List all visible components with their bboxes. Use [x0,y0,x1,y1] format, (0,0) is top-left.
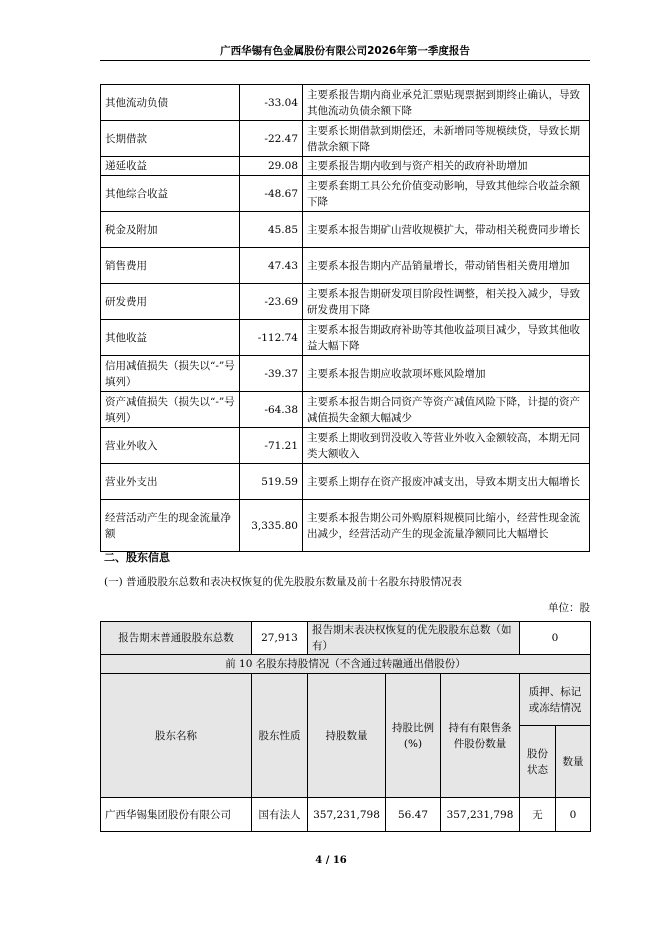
subsection-title: (一) 普通股股东总数和表决权恢复的优先股股东数量及前十名股东持股情况表 [104,576,463,588]
item-cell: 资产减值损失（损失以“-”号填列） [101,392,240,428]
table-row [101,85,590,121]
reason-cell: 主要系本报告期研发项目阶段性调整，相关投入减少，导致研发费用下降 [303,284,590,320]
change-value: -64.38 [240,392,303,428]
item-cell: 税金及附加 [101,212,240,248]
change-value: -22.47 [240,121,303,157]
reason-cell: 主要系套期工具公允价值变动影响，导致其他综合收益余额下降 [303,176,590,212]
table-row [101,248,590,284]
col-header-restricted: 持有有限售条件股份数量 [441,674,520,798]
holder-qty: 0 [556,798,591,832]
pref-holders-value: 0 [520,622,591,655]
item-cell: 信用减值损失（损失以“-”号填列） [101,356,240,392]
item-cell: 递延收益 [101,157,240,176]
item-cell: 营业外收入 [101,428,240,464]
unit-label: 单位：股 [548,602,590,614]
reason-cell: 主要系报告期内收到与资产相关的政府补助增加 [303,157,590,176]
col-header-status: 股份状态 [520,726,556,798]
item-cell: 其他收益 [101,320,240,356]
change-value: -71.21 [240,428,303,464]
change-value: 47.43 [240,248,303,284]
table-row [101,392,590,428]
col-header-shares: 持股数量 [308,674,386,798]
holder-status: 无 [520,798,556,832]
report-header: 广西华锡有色金属股份有限公司2026年第一季度报告 [220,45,470,57]
item-cell: 其他流动负债 [101,85,240,121]
reason-cell: 主要系本报告期合同资产等资产减值风险下降，计提的资产减值损失金额大幅减少 [303,392,590,428]
table-row [101,622,591,655]
holder-shares: 357,231,798 [308,798,386,832]
change-value: 519.59 [240,464,303,500]
col-header-ratio: 持股比例(%) [386,674,441,798]
reason-cell: 主要系长期借款到期偿还，未新增同等规模续贷，导致长期借款余额下降 [303,121,590,157]
item-cell: 销售费用 [101,248,240,284]
reason-cell: 主要系本报告期政府补助等其他收益项目减少，导致其他收益大幅下降 [303,320,590,356]
item-cell: 营业外支出 [101,464,240,500]
table-row [101,464,590,500]
item-cell: 经营活动产生的现金流量净额 [101,500,240,552]
change-value: -39.37 [240,356,303,392]
table-row [101,798,591,832]
table-row [101,655,591,674]
shareholders-table [100,621,591,832]
change-value: -112.74 [240,320,303,356]
reason-cell: 主要系本报告期矿山营收规模扩大，带动相关税费同步增长 [303,212,590,248]
section-title: 二、股东信息 [104,551,170,564]
col-header-name: 股东名称 [101,674,252,798]
total-holders-value: 27,913 [252,622,308,655]
table-row [101,674,591,726]
holder-ratio: 56.47 [386,798,441,832]
table-row [101,500,590,552]
reason-cell: 主要系上期收到罚没收入等营业外收入金额较高，本期无同类大额收入 [303,428,590,464]
change-value: 3,335.80 [240,500,303,552]
holder-name: 广西华锡集团股份有限公司 [101,798,252,832]
reason-cell: 主要系本报告期公司外购原料规模同比缩小，经营性现金流出减少，经营活动产生的现金流量净额同比大幅增长 [303,500,590,552]
page-number: 4 / 16 [315,855,347,866]
holder-nature: 国有法人 [252,798,308,832]
table-row [101,212,590,248]
change-value: -48.67 [240,176,303,212]
reason-cell: 主要系上期存在资产报废冲减支出，导致本期支出大幅增长 [303,464,590,500]
holder-restricted: 357,231,798 [441,798,520,832]
change-value: 45.85 [240,212,303,248]
table-row [101,428,590,464]
changes-table [100,84,590,552]
change-value: -33.04 [240,85,303,121]
reason-cell: 主要系报告期内商业承兑汇票贴现票据到期终止确认，导致其他流动负债余额下降 [303,85,590,121]
table-row [101,320,590,356]
reason-cell: 主要系本报告期内产品销量增长，带动销售相关费用增加 [303,248,590,284]
table-row [101,121,590,157]
pref-holders-label: 报告期末表决权恢复的优先股股东总数（如有） [308,622,520,655]
change-value: 29.08 [240,157,303,176]
item-cell: 研发费用 [101,284,240,320]
col-header-nature: 股东性质 [252,674,308,798]
table-row [101,356,590,392]
col-header-qty: 数量 [556,726,591,798]
item-cell: 其他综合收益 [101,176,240,212]
total-holders-label: 报告期末普通股股东总数 [101,622,252,655]
col-header-pledge: 质押、标记或冻结情况 [520,674,591,726]
change-value: -23.69 [240,284,303,320]
header-rule [100,60,590,61]
top10-title: 前 10 名股东持股情况（不含通过转融通出借股份） [101,655,591,674]
table-row [101,157,590,176]
table-row [101,176,590,212]
reason-cell: 主要系本报告期应收款项坏账风险增加 [303,356,590,392]
table-row [101,284,590,320]
item-cell: 长期借款 [101,121,240,157]
